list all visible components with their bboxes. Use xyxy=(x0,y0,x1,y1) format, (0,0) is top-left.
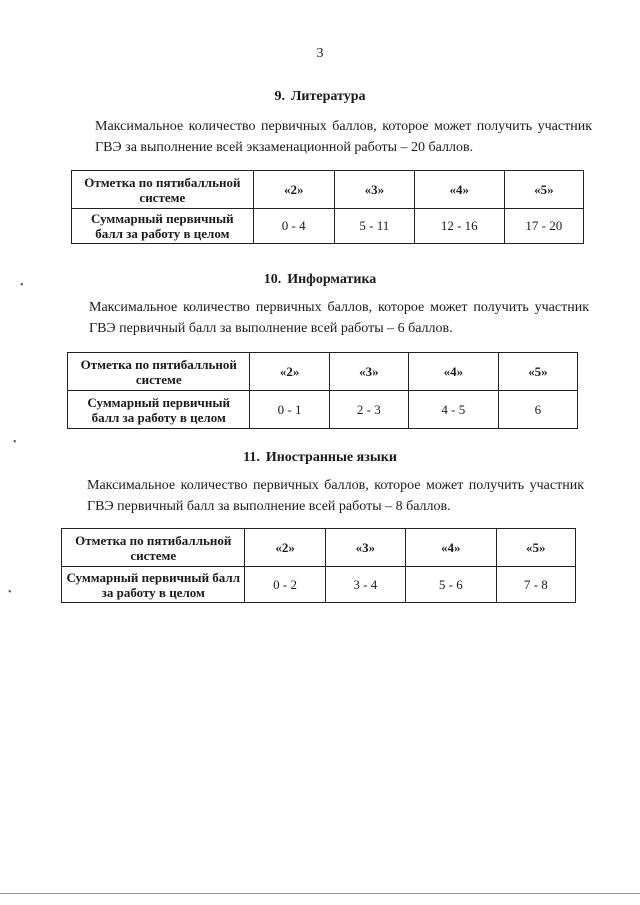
grade-cell: «3» xyxy=(325,529,405,567)
score-range-cell: 5 - 6 xyxy=(405,567,496,603)
section-number: 11. xyxy=(243,450,260,465)
score-table-informatics xyxy=(67,352,578,429)
score-range-cell: 0 - 4 xyxy=(253,209,334,244)
score-header-cell: Суммарный первичный балл за работу в целом xyxy=(68,391,250,429)
section-number: 10. xyxy=(263,272,282,287)
section-heading: Информатика xyxy=(287,272,377,287)
section-description: Максимальное количество первичных баллов, которое может получить участник ГВЭ первичный балл за выполнение всей работы – 6 баллов. xyxy=(89,300,589,336)
grade-cell: «3» xyxy=(329,353,408,391)
score-range-cell: 0 - 2 xyxy=(245,567,325,603)
section-heading: Иностранные языки xyxy=(265,450,397,465)
table-row xyxy=(62,567,576,603)
score-header-cell: Суммарный первичный балл за работу в целом xyxy=(62,567,245,603)
table-row xyxy=(68,353,578,391)
grade-header-cell: Отметка по пятибалльной системе xyxy=(62,529,245,567)
scan-speck: • xyxy=(8,587,12,598)
grade-cell: «5» xyxy=(504,171,583,209)
grade-header-cell: Отметка по пятибалльной системе xyxy=(72,171,254,209)
score-range-cell: 6 xyxy=(498,391,577,429)
section-title-informatics xyxy=(0,272,640,288)
grade-cell: «2» xyxy=(250,353,329,391)
grade-cell: «4» xyxy=(408,353,498,391)
score-range-cell: 3 - 4 xyxy=(325,567,405,603)
scan-speck: • xyxy=(13,437,17,448)
section-title-literature xyxy=(0,89,640,105)
table-row xyxy=(68,391,578,429)
table-row xyxy=(62,529,576,567)
section-heading: Литература xyxy=(291,89,366,104)
section-number: 9. xyxy=(274,89,285,104)
score-header-cell: Суммарный первичный балл за работу в целом xyxy=(72,209,254,244)
grade-cell: «5» xyxy=(496,529,575,567)
score-range-cell: 7 - 8 xyxy=(496,567,575,603)
score-range-cell: 17 - 20 xyxy=(504,209,583,244)
score-range-cell: 12 - 16 xyxy=(414,209,504,244)
score-range-cell: 4 - 5 xyxy=(408,391,498,429)
page-number: 3 xyxy=(316,46,324,61)
section-title-foreign-languages xyxy=(0,450,640,466)
section-description: Максимальное количество первичных баллов, которое может получить участник ГВЭ первичный балл за выполнение всей работы – 8 баллов. xyxy=(87,478,584,514)
grade-cell: «5» xyxy=(498,353,577,391)
scan-speck: • xyxy=(20,280,24,291)
table-row xyxy=(72,209,584,244)
section-description: Максимальное количество первичных баллов, которое может получить участник ГВЭ за выполнение всей экзаменационной работы – 20 баллов. xyxy=(95,119,592,155)
grade-cell: «2» xyxy=(245,529,325,567)
score-table-literature xyxy=(71,170,584,244)
grade-cell: «4» xyxy=(414,171,504,209)
score-range-cell: 2 - 3 xyxy=(329,391,408,429)
score-range-cell: 0 - 1 xyxy=(250,391,329,429)
scan-edge-line xyxy=(0,893,640,894)
grade-cell: «3» xyxy=(334,171,414,209)
grade-cell: «4» xyxy=(405,529,496,567)
score-table-foreign-languages xyxy=(61,528,576,603)
score-range-cell: 5 - 11 xyxy=(334,209,414,244)
table-row xyxy=(72,171,584,209)
grade-cell: «2» xyxy=(253,171,334,209)
grade-header-cell: Отметка по пятибалльной системе xyxy=(68,353,250,391)
